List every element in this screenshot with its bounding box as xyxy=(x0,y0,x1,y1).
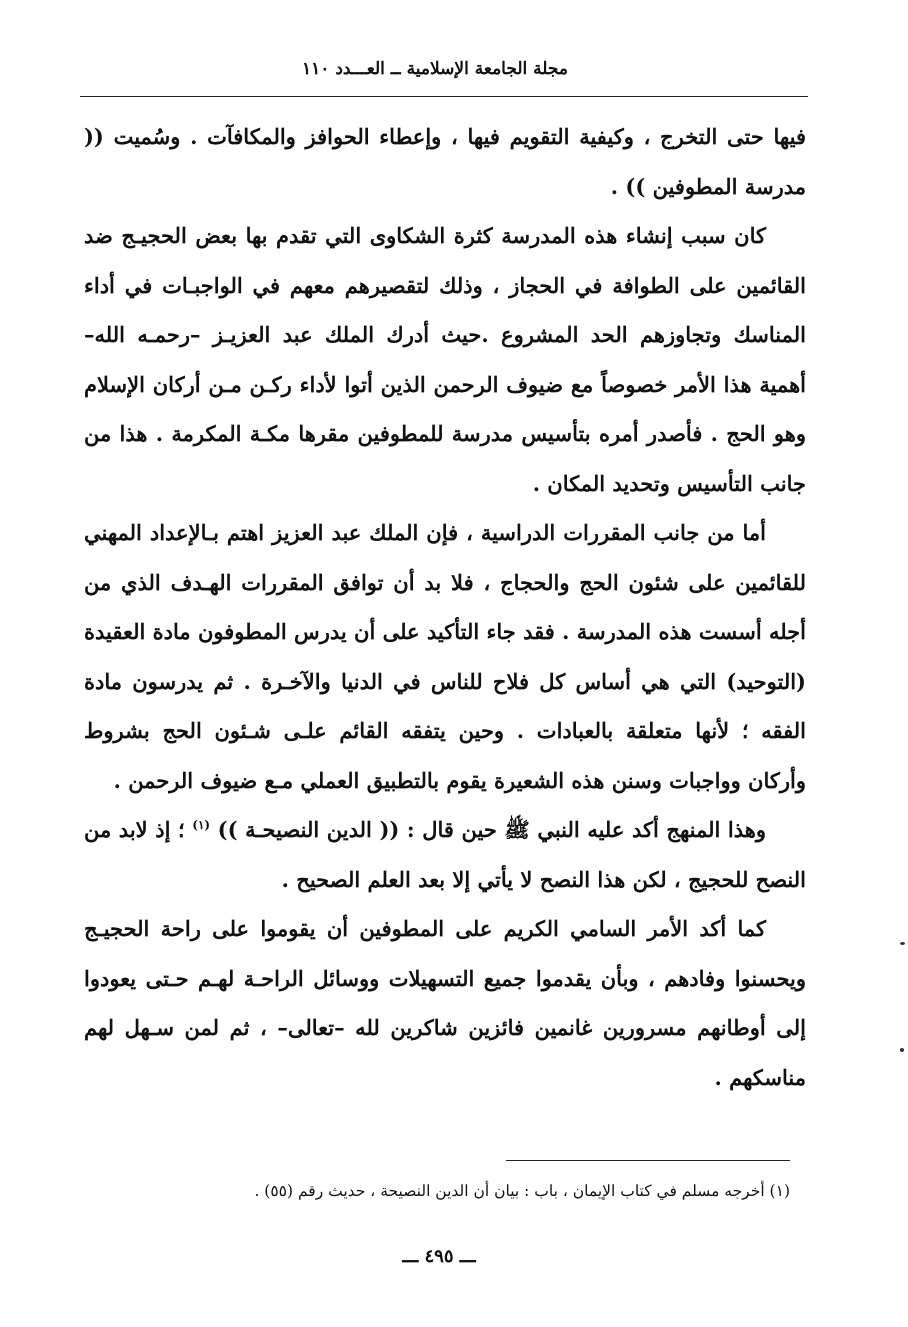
footnote: (١) أخرجه مسلم في كتاب الإيمان ، باب : بيان أن الدين النصيحة ، حديث رقم (٥٥) . xyxy=(254,1182,790,1200)
scan-speck xyxy=(900,1048,904,1052)
paragraph-4-text-start: وهذا المنهج أكد عليه النبي ﷺ حين قال : (( الدين النصيحـة )) xyxy=(210,817,766,842)
body-text xyxy=(84,112,806,1102)
footnote-divider xyxy=(506,1160,790,1161)
header-divider xyxy=(80,96,808,97)
scan-speck xyxy=(900,942,905,945)
paragraph-3: أما من جانب المقررات الدراسية ، فإن الملك عبد العزيز اهتم بـالإعداد المهني للقائمين على شئون الحج والحجاج ، فلا بد أن توافق المقررات الهـدف الذي من أجله أسست هذه المدرسة . فقد جاء التأكيد على أن يدرس المطوفون مادة العقيدة (التوحيد) التي هي أساس كل فلاح للناس في الدنيا والآخـرة . ثم يدرسون مادة الفقه ؛ لأنها متعلقة بالعبادات . وحين يتفقه القائم علـى شـئون الحج بشروط وأركان وواجبات وسنن هذه الشعيرة يقوم بالتطبيق العملي مـع ضيوف الرحمن . xyxy=(84,520,806,793)
paragraph-4 xyxy=(84,805,806,904)
page-number: ـــ ٤٩٥ ـــ xyxy=(402,1246,476,1267)
footnote-reference: (١) xyxy=(192,818,211,832)
paragraph-2: كان سبب إنشاء هذه المدرسة كثرة الشكاوى التي تقدم بها بعض الحجيـج ضد القائمين على الطوافة في الحجاز ، وذلك لتقصيرهم معهم في الواجبـات في أداء المناسك وتجاوزهم الحد المشروع .حيث أدرك الملك عبد العزيـز –رحمـه الله– أهمية هذا الأمر خصوصاً مع ضيوف الرحمن الذين أتوا لأداء ركـن مـن أركان الإسلام وهو الحج . فأصدر أمره بتأسيس مدرسة للمطوفين مقرها مكـة المكرمة . هذا من جانب التأسيس وتحديد المكان . xyxy=(84,223,807,496)
paragraph-1: فيها حتى التخرج ، وكيفية التقويم فيها ، وإعطاء الحوافز والمكافآت . وسُميت (( مدرسة المطوفين )) . xyxy=(84,124,806,199)
paragraph-4-text-end: ؛ إذ لابد من النصح للحجيج ، لكن هذا النصح لا يأتي إلا بعد العلم الصحيح . xyxy=(84,817,806,892)
running-header: مجلة الجامعة الإسلامية ــ العـــدد ١١٠ xyxy=(302,59,568,79)
paragraph-5: كما أكد الأمر السامي الكريم على المطوفين أن يقوموا على راحة الحجيـج ويحسنوا وفادهم ، وبأن يقدموا جميع التسهيلات ووسائل الراحـة لهـم حـتى يعودوا إلى أوطانهم مسرورين غانمين فائزين شاكرين لله –تعالى– ، ثم لمن سـهل لهم مناسكهم . xyxy=(84,916,806,1090)
